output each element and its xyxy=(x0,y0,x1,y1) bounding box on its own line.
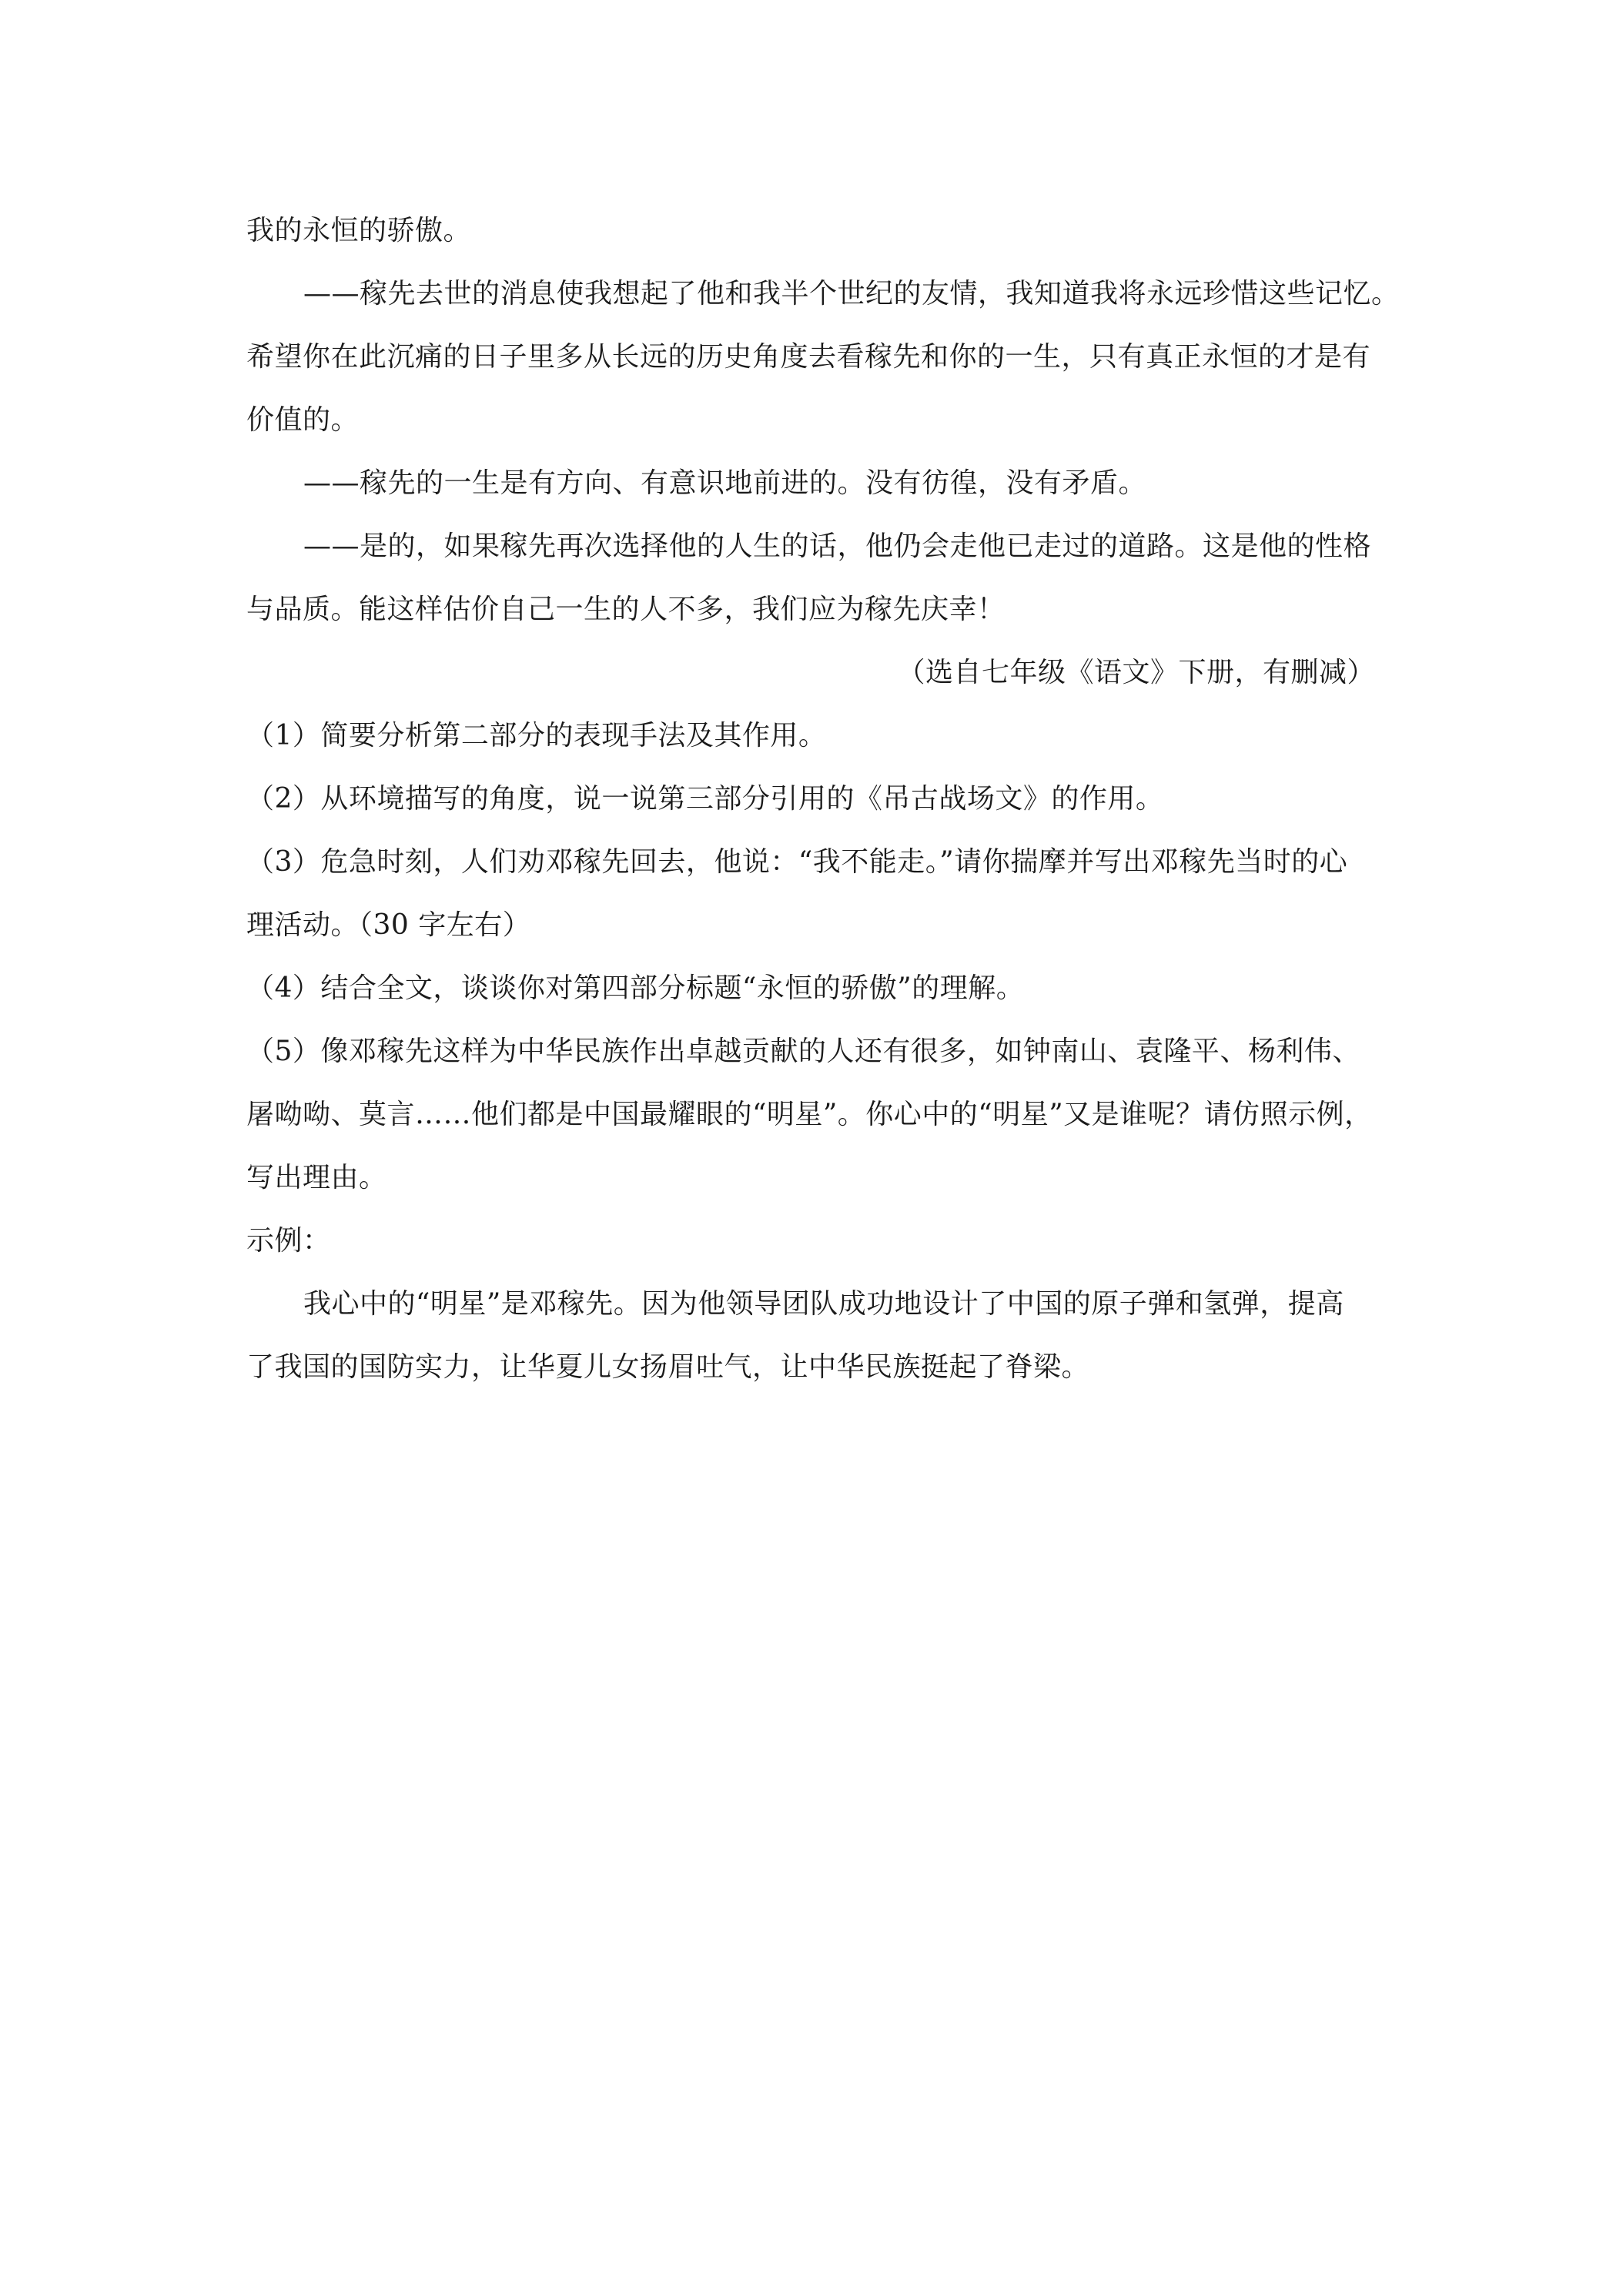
question-1: （1）简要分析第二部分的表现手法及其作用。 xyxy=(246,720,827,751)
passage-line: 与品质。能这样估价自己一生的人不多，我们应为稼先庆幸！ xyxy=(246,594,1006,625)
source-note: （选自七年级《语文》下册，有删减） xyxy=(897,657,1375,688)
passage-line: 希望你在此沉痛的日子里多从长远的历史角度去看稼先和你的一生，只有真正永恒的才是有 xyxy=(246,341,1371,373)
question-3-cont: 理活动。（30 字左右） xyxy=(246,909,531,941)
question-2: （2）从环境描写的角度，说一说第三部分引用的《吊古战场文》的作用。 xyxy=(246,783,1164,815)
question-4: （4）结合全文，谈谈你对第四部分标题“永恒的骄傲”的理解。 xyxy=(246,972,1025,1004)
passage-line: ——是的，如果稼先再次选择他的人生的话，他仍会走他已走过的道路。这是他的性格 xyxy=(303,530,1372,562)
example-text: 我心中的“明星”是邓稼先。因为他领导团队成功地设计了中国的原子弹和氢弹，提高 xyxy=(303,1288,1344,1320)
passage-line: ——稼先去世的消息使我想起了他和我半个世纪的友情，我知道我将永远珍惜这些记忆。 xyxy=(303,278,1400,310)
passage-line: 我的永恒的骄傲。 xyxy=(246,215,472,246)
example-text: 了我国的国防实力，让华夏儿女扬眉吐气，让中华民族挺起了脊梁。 xyxy=(246,1351,1090,1383)
question-5-cont: 写出理由。 xyxy=(246,1162,387,1193)
question-5-cont: 屠呦呦、莫言……他们都是中国最耀眼的“明星”。你心中的“明星”又是谁呢？请仿照示例， xyxy=(246,1099,1373,1130)
example-label: 示例： xyxy=(246,1225,331,1257)
passage-line: ——稼先的一生是有方向、有意识地前进的。没有彷徨，没有矛盾。 xyxy=(303,467,1147,499)
question-5: （5）像邓稼先这样为中华民族作出卓越贡献的人还有很多，如钟南山、袁隆平、杨利伟、 xyxy=(246,1036,1360,1067)
question-3: （3）危急时刻，人们劝邓稼先回去，他说：“我不能走。”请你揣摩并写出邓稼先当时的心 xyxy=(246,846,1348,878)
passage-line: 价值的。 xyxy=(246,404,360,436)
